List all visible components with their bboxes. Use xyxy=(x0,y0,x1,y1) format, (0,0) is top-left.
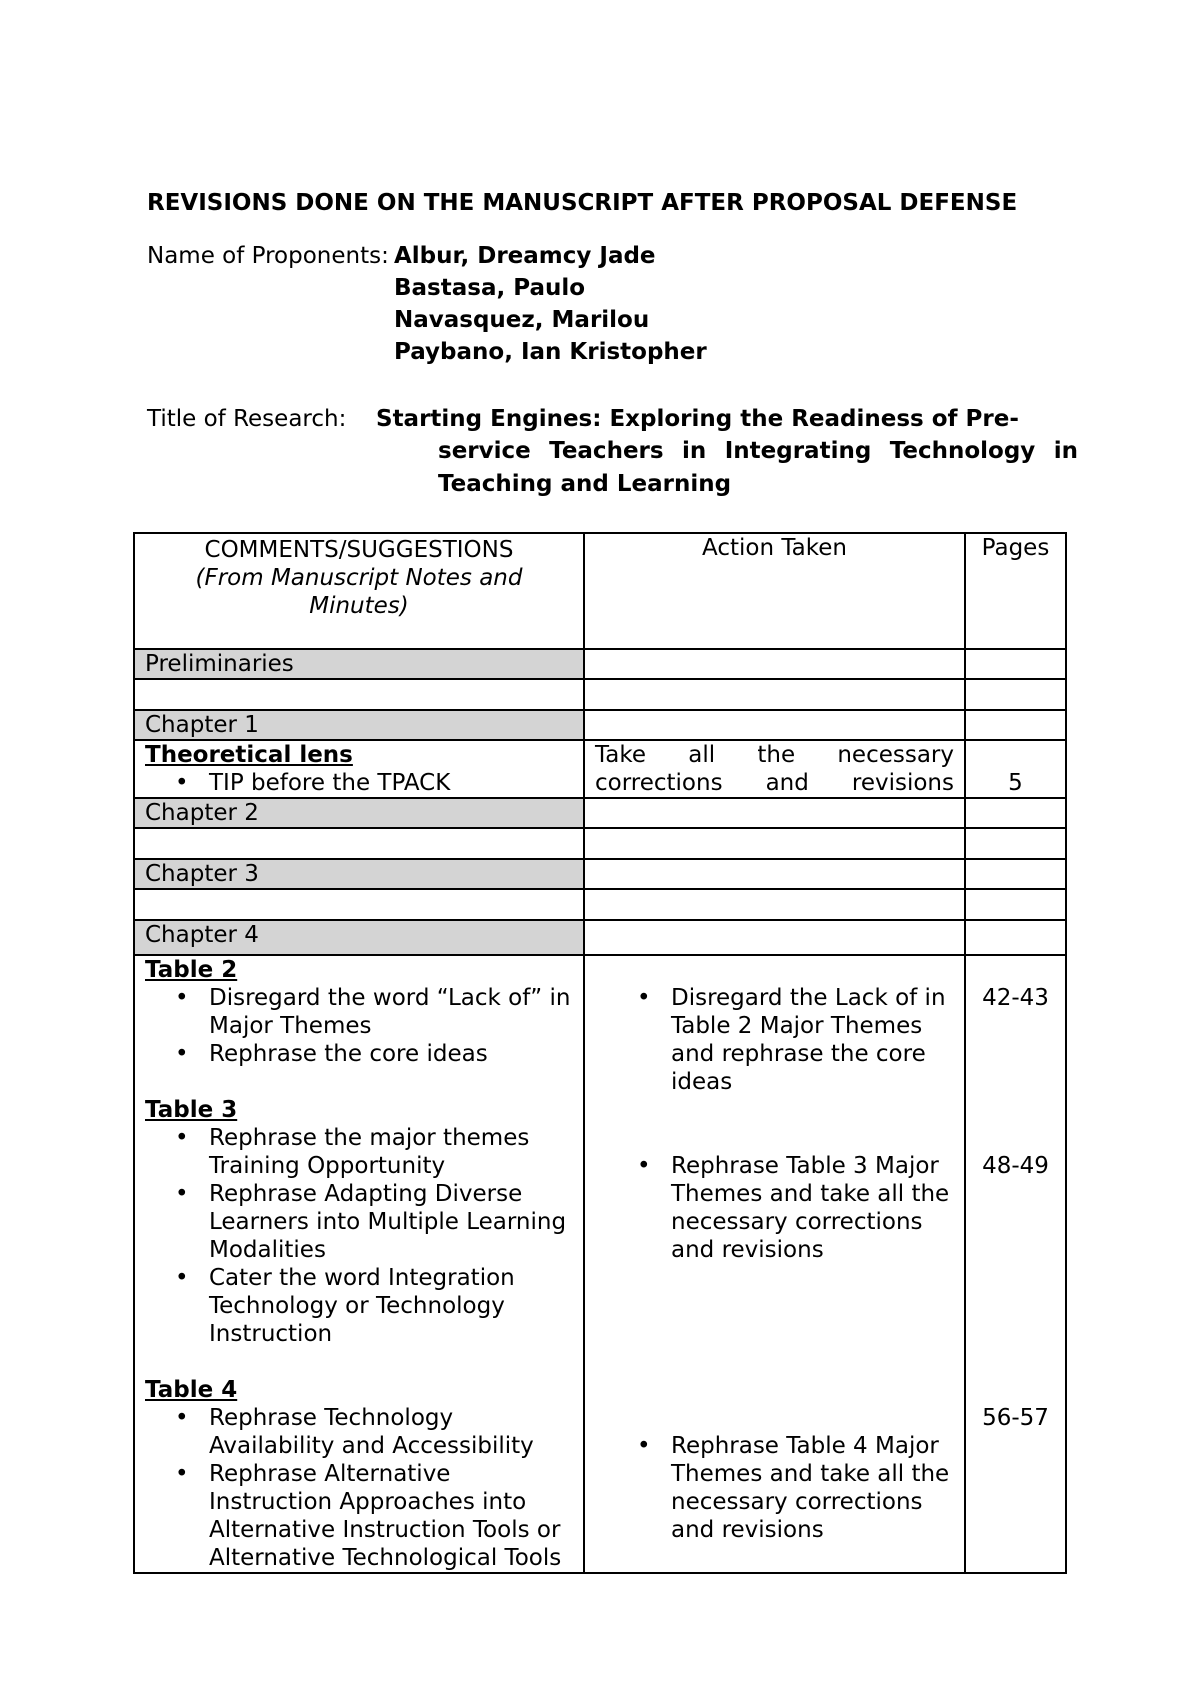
empty-cell xyxy=(584,649,965,679)
table-header-row xyxy=(134,533,1066,649)
empty-cell xyxy=(134,828,584,859)
pages-value: 42-43 xyxy=(982,985,1049,1011)
comment-list xyxy=(145,984,573,1068)
pages-value: 56-57 xyxy=(982,1405,1049,1431)
research-label: Title of Research: xyxy=(147,406,347,432)
empty-cell xyxy=(584,798,965,828)
research-title-line: Starting Engines: Exploring the Readiness of Pre- xyxy=(376,406,1019,432)
list-item: • Rephrase Table 3 Major Themes and take all the necessary corrections and revisions xyxy=(671,1152,954,1264)
list-item: • Cater the word Integration Technology or Technology Instruction xyxy=(209,1264,573,1348)
list-item: • Rephrase Technology Availability and Accessibility xyxy=(209,1404,573,1460)
section-label: Chapter 1 xyxy=(134,710,584,740)
table-row xyxy=(134,955,1066,1573)
comments-header-label: COMMENTS/SUGGESTIONS xyxy=(204,537,514,563)
blank-row xyxy=(134,828,1066,859)
proponent-name: Albur, Dreamcy Jade xyxy=(394,243,656,269)
action-list xyxy=(595,1432,954,1544)
action-list xyxy=(595,984,954,1096)
comment-heading: Table 3 xyxy=(145,1097,238,1123)
list-item: • Rephrase Table 4 Major Themes and take all the necessary corrections and revisions xyxy=(671,1432,954,1544)
revisions-table xyxy=(133,532,1067,1574)
empty-cell xyxy=(584,920,965,955)
list-item: • TIP before the TPACK xyxy=(209,769,573,797)
empty-cell xyxy=(965,649,1066,679)
research-block xyxy=(147,403,1078,497)
comments-header-sub: (From Manuscript Notes and Minutes) xyxy=(195,565,523,619)
action-cell xyxy=(584,955,965,1573)
section-label: Chapter 4 xyxy=(134,920,584,955)
empty-cell xyxy=(134,889,584,920)
list-item: • Rephrase Adapting Diverse Learners into Multiple Learning Modalities xyxy=(209,1180,573,1264)
list-item: • Disregard the word “Lack of” in Major Themes xyxy=(209,984,573,1040)
empty-cell xyxy=(965,828,1066,859)
research-title-line: Teaching and Learning xyxy=(438,471,732,497)
empty-cell xyxy=(584,679,965,710)
list-item: • Disregard the Lack of in Table 2 Major Themes and rephrase the core ideas xyxy=(671,984,954,1096)
table-row xyxy=(134,740,1066,798)
comments-header xyxy=(134,533,584,649)
comment-cell xyxy=(134,955,584,1573)
empty-cell xyxy=(584,889,965,920)
section-row xyxy=(134,649,1066,679)
proponent-name: Bastasa, Paulo xyxy=(394,275,586,301)
empty-cell xyxy=(965,710,1066,740)
empty-cell xyxy=(965,679,1066,710)
comment-list xyxy=(145,1124,573,1348)
list-item: • Rephrase the major themes Training Opportunity xyxy=(209,1124,573,1180)
comment-list xyxy=(145,769,573,797)
list-item: • Rephrase the core ideas xyxy=(209,1040,573,1068)
research-title-line: service Teachers in Integrating Technology in xyxy=(438,438,1078,464)
section-row xyxy=(134,798,1066,828)
comment-heading: Table 4 xyxy=(145,1377,238,1403)
section-label: Preliminaries xyxy=(134,649,584,679)
proponents-block xyxy=(147,240,707,365)
proponent-name: Navasquez, Marilou xyxy=(394,307,650,333)
section-label: Chapter 3 xyxy=(134,859,584,889)
section-row xyxy=(134,710,1066,740)
empty-cell xyxy=(584,710,965,740)
comment-list xyxy=(145,1404,573,1572)
pages-cell xyxy=(965,955,1066,1573)
action-list xyxy=(595,1152,954,1264)
section-row xyxy=(134,859,1066,889)
empty-cell xyxy=(584,859,965,889)
empty-cell xyxy=(584,828,965,859)
comment-cell xyxy=(134,740,584,798)
empty-cell xyxy=(965,920,1066,955)
pages-header: Pages xyxy=(965,533,1066,649)
action-cell: Take all the necessary corrections and revisions xyxy=(584,740,965,798)
document-title: REVISIONS DONE ON THE MANUSCRIPT AFTER PROPOSAL DEFENSE xyxy=(147,190,1018,216)
empty-cell xyxy=(965,889,1066,920)
action-header: Action Taken xyxy=(584,533,965,649)
section-row xyxy=(134,920,1066,955)
blank-row xyxy=(134,679,1066,710)
proponent-name: Paybano, Ian Kristopher xyxy=(394,339,707,365)
list-item: • Rephrase Alternative Instruction Approaches into Alternative Instruction Tools or Alternative Technological Tools xyxy=(209,1460,573,1572)
blank-row xyxy=(134,889,1066,920)
pages-value: 48-49 xyxy=(982,1153,1049,1179)
comment-heading: Table 2 xyxy=(145,957,238,983)
section-label: Chapter 2 xyxy=(134,798,584,828)
empty-cell xyxy=(965,798,1066,828)
empty-cell xyxy=(965,859,1066,889)
pages-cell: 5 xyxy=(965,740,1066,798)
empty-cell xyxy=(134,679,584,710)
comment-heading: Theoretical lens xyxy=(145,742,353,768)
proponents-label: Name of Proponents: xyxy=(147,243,389,269)
